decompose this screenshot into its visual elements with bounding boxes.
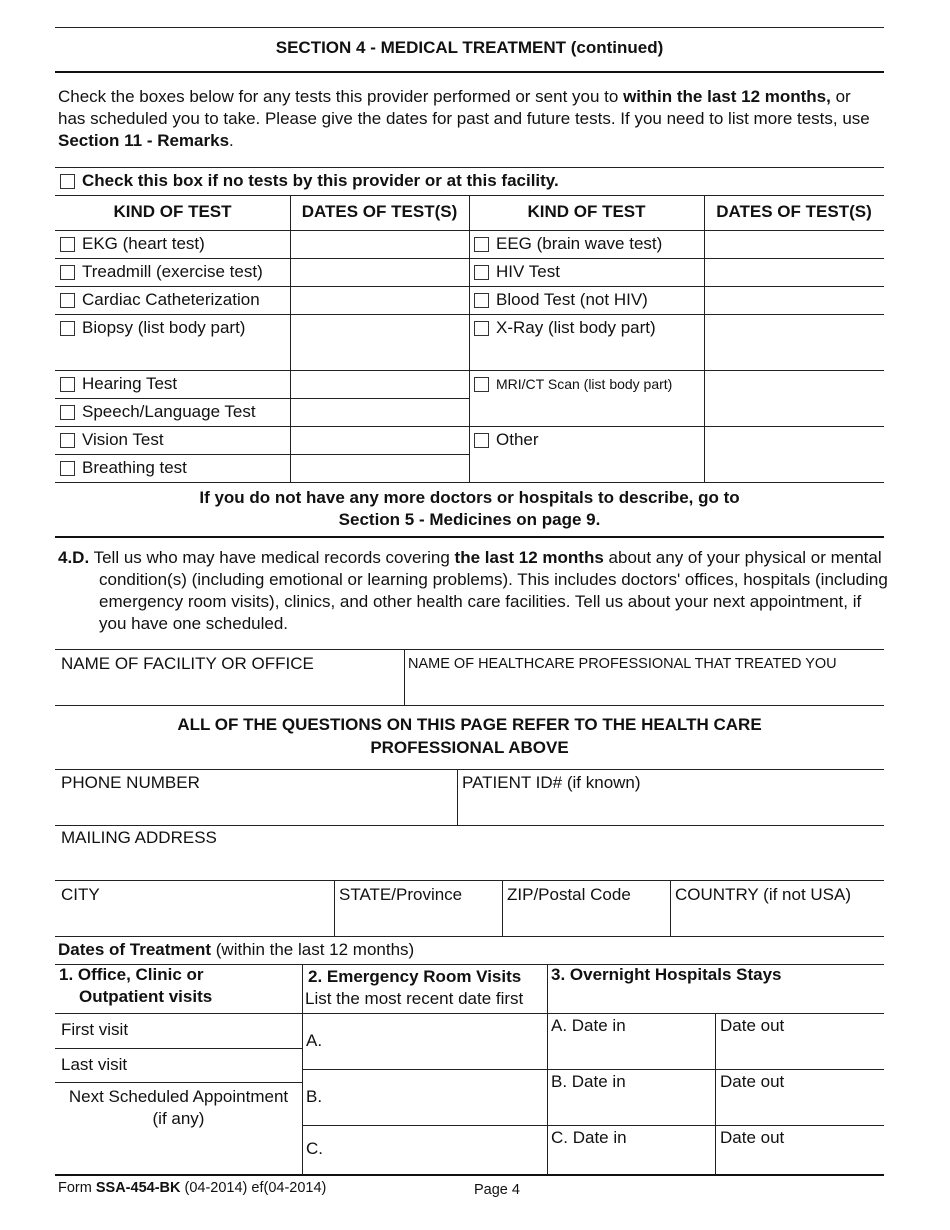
test-label-xray: X-Ray (list body part): [496, 318, 656, 337]
row-line: [55, 1082, 302, 1083]
col2-subtitle: List the most recent date first: [305, 989, 524, 1008]
eeg-checkbox[interactable]: [474, 237, 489, 252]
top-rule: [55, 27, 884, 28]
test-label-speech: Speech/Language Test: [82, 402, 256, 421]
professional-field-label: NAME OF HEALTHCARE PROFESSIONAL THAT TREATED YOU: [408, 656, 837, 672]
row-line: [55, 258, 469, 259]
er-visit-a-label: A.: [306, 1031, 323, 1050]
facility-row-top: [55, 649, 884, 650]
stay-b-date-in-label: B. Date in: [551, 1072, 626, 1091]
row-line: [55, 370, 469, 371]
row-line: [55, 286, 469, 287]
test-label-breathing: Breathing test: [82, 458, 187, 477]
header-kind-of-test-left: KIND OF TEST: [113, 202, 232, 221]
test-label-hiv: HIV Test: [496, 262, 560, 281]
test-label-biopsy: Biopsy (list body part): [82, 318, 246, 337]
col1-title-line2: Outpatient visits: [79, 987, 213, 1006]
test-label-hearing: Hearing Test: [82, 374, 178, 393]
tests-col-divider-3: [704, 195, 705, 482]
phone-field-label: PHONE NUMBER: [61, 773, 200, 792]
city-divider: [334, 880, 335, 936]
hiv-checkbox[interactable]: [474, 265, 489, 280]
section-title: SECTION 4 - MEDICAL TREATMENT (continued): [275, 38, 664, 57]
dates-of-treatment-heading: Dates of Treatment (within the last 12 months): [58, 940, 415, 959]
state-field-label: STATE/Province: [339, 885, 463, 904]
city-row-bottom: [55, 936, 884, 937]
phone-input[interactable]: [56, 795, 456, 824]
col3-title: 3. Overnight Hospitals Stays: [551, 965, 782, 984]
first-visit-label: First visit: [61, 1020, 129, 1039]
header-kind-of-test-right: KIND OF TEST: [527, 202, 646, 221]
country-field-label: COUNTRY (if not USA): [675, 885, 852, 904]
row-line: [302, 1125, 884, 1126]
zip-field-label: ZIP/Postal Code: [507, 885, 631, 904]
mri-ct-checkbox[interactable]: [474, 377, 489, 392]
stay-c-date-out-label: Date out: [720, 1128, 785, 1147]
er-visit-b-label: B.: [306, 1087, 323, 1106]
row-line: [469, 314, 884, 315]
no-tests-checkbox[interactable]: [60, 174, 75, 189]
q4d-number: 4.D.: [58, 548, 90, 567]
test-label-blood: Blood Test (not HIV): [496, 290, 648, 309]
q4d-text: Tell us who may have medical records covering the last 12 months about any of your physical or mental condition(s) (including emotional or learning problems). This includes doctors' offices, hospitals (including emergency room visits), clinics, and other health care facilities. Tell us about your next appointment, if you have one scheduled.: [89, 548, 888, 633]
dates-header-bottom: [55, 1013, 884, 1014]
city-input[interactable]: [56, 907, 333, 935]
stay-c-date-in-label: C. Date in: [551, 1128, 627, 1147]
row-line: [55, 454, 469, 455]
cardiac-cath-checkbox[interactable]: [60, 293, 75, 308]
ekg-checkbox[interactable]: [60, 237, 75, 252]
dates-col-divider-3: [715, 1013, 716, 1174]
test-label-cardiac-cath: Cardiac Catheterization: [82, 290, 260, 309]
goto-note-line1: If you do not have any more doctors or hospitals to describe, go to: [199, 488, 740, 507]
speech-checkbox[interactable]: [60, 405, 75, 420]
goto-note-line2: Section 5 - Medicines on page 9.: [338, 510, 601, 529]
page-number: Page 4: [474, 1182, 520, 1198]
dates-table-bottom: [55, 1174, 884, 1176]
patient-id-input[interactable]: [459, 795, 883, 824]
test-label-eeg: EEG (brain wave test): [496, 234, 663, 253]
col1-title-line1: 1. Office, Clinic or: [59, 965, 204, 984]
facility-row-bottom: [55, 705, 884, 706]
address-row-bottom: [55, 880, 884, 881]
breathing-checkbox[interactable]: [60, 461, 75, 476]
phone-row-bottom: [55, 825, 884, 826]
vision-checkbox[interactable]: [60, 433, 75, 448]
test-label-mri-ct: MRI/CT Scan (list body part): [496, 376, 673, 392]
all-questions-line2: PROFESSIONAL ABOVE: [370, 738, 569, 757]
xray-checkbox[interactable]: [474, 321, 489, 336]
header-dates-left: DATES OF TEST(S): [301, 202, 458, 221]
header-dates-right: DATES OF TEST(S): [716, 202, 872, 221]
facility-field-label: NAME OF FACILITY OR OFFICE: [61, 654, 314, 673]
test-label-vision: Vision Test: [82, 430, 164, 449]
phone-divider: [457, 769, 458, 825]
blood-test-checkbox[interactable]: [474, 293, 489, 308]
last-visit-label: Last visit: [61, 1055, 128, 1074]
tests-table-top: [55, 167, 884, 168]
form-id: Form SSA-454-BK (04-2014) ef(04-2014): [58, 1180, 327, 1196]
other-test-checkbox[interactable]: [474, 433, 489, 448]
row-line: [469, 258, 884, 259]
goto-note-rule: [55, 536, 884, 538]
test-label-other: Other: [496, 430, 539, 449]
no-tests-label: Check this box if no tests by this provider or at this facility.: [82, 171, 559, 190]
tests-col-divider-2: [469, 195, 470, 482]
row-line: [55, 314, 469, 315]
intro-paragraph: Check the boxes below for any tests this provider performed or sent you to within the last 12 months, or has scheduled you to take. Please give the dates for past and future tests. If you need to list more tests, use Section 11 - Remarks.: [58, 87, 870, 150]
mailing-address-input[interactable]: [56, 850, 883, 879]
stay-a-date-in-label: A. Date in: [551, 1016, 626, 1035]
professional-input[interactable]: [406, 676, 883, 704]
er-visit-c-label: C.: [306, 1139, 323, 1158]
hearing-checkbox[interactable]: [60, 377, 75, 392]
row-line: [469, 286, 884, 287]
test-label-ekg: EKG (heart test): [82, 234, 205, 253]
state-divider: [502, 880, 503, 936]
tests-col-divider-1: [290, 195, 291, 482]
zip-divider: [670, 880, 671, 936]
row-line: [55, 398, 469, 399]
row-line: [469, 426, 884, 427]
biopsy-checkbox[interactable]: [60, 321, 75, 336]
facility-input[interactable]: [56, 676, 403, 704]
next-appointment-label-line2: (if any): [152, 1109, 205, 1128]
facility-divider: [404, 649, 405, 705]
treadmill-checkbox[interactable]: [60, 265, 75, 280]
tests-table-bottom: [55, 482, 884, 483]
state-input[interactable]: [336, 907, 501, 935]
test-label-treadmill: Treadmill (exercise test): [82, 262, 263, 281]
country-input[interactable]: [672, 907, 883, 935]
stay-a-date-out-label: Date out: [720, 1016, 785, 1035]
row-line: [55, 426, 469, 427]
stay-b-date-out-label: Date out: [720, 1072, 785, 1091]
section-title-rule: [55, 71, 884, 73]
phone-row-top: [55, 769, 884, 770]
zip-input[interactable]: [504, 907, 669, 935]
mailing-address-label: MAILING ADDRESS: [61, 828, 217, 847]
row-line: [302, 1069, 884, 1070]
row-line: [469, 370, 884, 371]
row-line: [55, 1048, 302, 1049]
all-questions-line1: ALL OF THE QUESTIONS ON THIS PAGE REFER TO THE HEALTH CARE: [177, 715, 762, 734]
patient-id-field-label: PATIENT ID# (if known): [462, 773, 641, 792]
next-appointment-label-line1: Next Scheduled Appointment: [68, 1087, 289, 1106]
city-field-label: CITY: [61, 885, 100, 904]
col2-title: 2. Emergency Room Visits: [308, 967, 522, 986]
